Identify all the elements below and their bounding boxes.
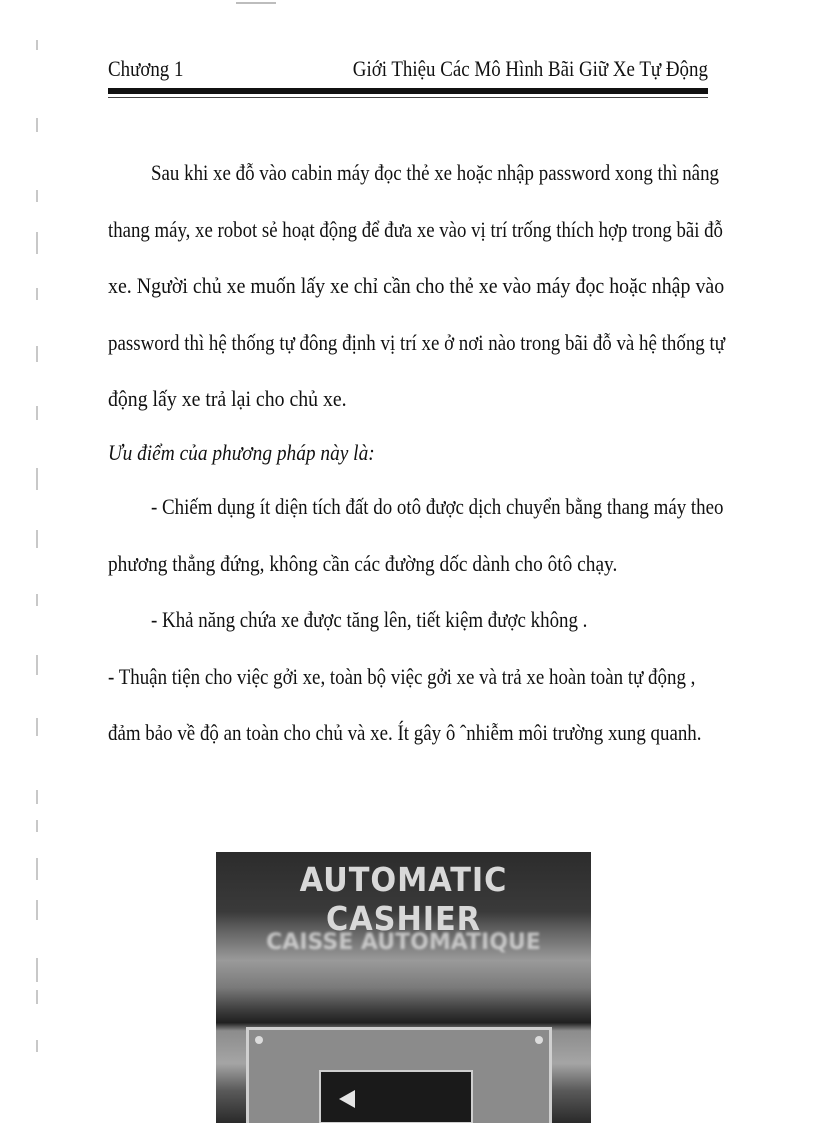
section-subheading: Ưu điểm của phương pháp này là: xyxy=(108,440,375,465)
bullet-line: đảm bảo về độ an toàn cho chủ và xe. Ít gây ô ˆnhiễm môi trường xung quanh. xyxy=(108,720,702,745)
paragraph-line: password thì hệ thống tự đông định vị trí xe ở nơi nào trong bãi đỗ và hệ thống tự xyxy=(108,329,725,355)
page-header xyxy=(108,56,708,82)
paragraph-line: thang máy, xe robot sẻ hoạt động để đưa xe vào vị trí trống thích hợp trong bãi đỗ xyxy=(108,216,723,242)
bullet-line: - Chiếm dụng ít diện tích đất do otô được dịch chuyển bằng thang máy theo xyxy=(151,494,724,519)
paragraph-line: xe. Người chủ xe muốn lấy xe chỉ cần cho thẻ xe vào máy đọc hoặc nhập vào xyxy=(108,273,725,298)
scan-mark xyxy=(236,2,276,4)
bullet-line: - Thuận tiện cho việc gởi xe, toàn bộ việc gởi xe và trả xe hoàn toàn tự động , xyxy=(108,663,696,689)
automatic-cashier-photo xyxy=(216,852,591,1123)
photo-sign-text: AUTOMATIC CASHIER xyxy=(299,860,508,938)
cashier-panel xyxy=(246,1027,552,1123)
header-rule-thin xyxy=(108,97,708,98)
paragraph-line: động lấy xe trả lại cho chủ xe. xyxy=(108,386,347,411)
photo-sign-text-blurred: CAISSE AUTOMATIQUE xyxy=(266,930,541,955)
chapter-title: Giới Thiệu Các Mô Hình Bãi Giữ Xe Tự Động xyxy=(352,56,708,81)
bullet-line: - Khả năng chứa xe được tăng lên, tiết kiệm được không . xyxy=(151,607,588,632)
paragraph-line: Sau khi xe đỗ vào cabin máy đọc thẻ xe hoặc nhập password xong thì nâng xyxy=(151,160,719,185)
screw-icon xyxy=(535,1036,543,1044)
header-rule xyxy=(108,88,708,94)
bullet-line: phương thẳng đứng, không cần các đường dốc dành cho ôtô chạy. xyxy=(108,550,618,576)
chapter-label: Chương 1 xyxy=(108,56,184,81)
screw-icon xyxy=(255,1036,263,1044)
scan-margin-marks xyxy=(0,0,40,1123)
arrow-left-icon xyxy=(339,1090,355,1108)
body-text xyxy=(108,145,725,762)
